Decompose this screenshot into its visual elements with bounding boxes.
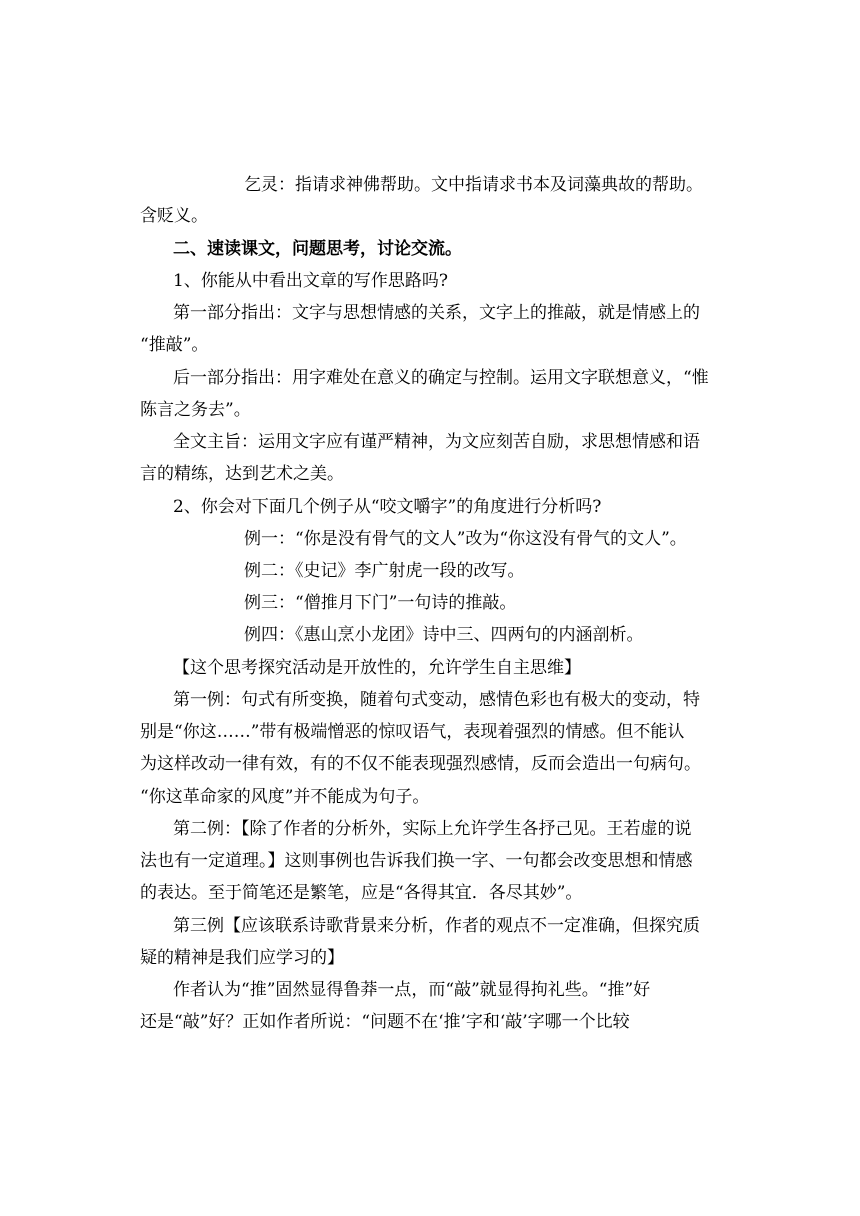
example-line: 例二：《史记》李广射虎一段的改写。 [244,561,525,581]
paragraph-line: 陈言之务去”。 [140,400,251,420]
paragraph-line: 还是“敲”好？正如作者所说：“问题不在‘推’字和‘敲’字哪一个比较 [140,1012,630,1032]
paragraph-line: 含贬义。 [140,206,208,226]
paragraph-line: 全文主旨：运用文字应有谨严精神，为文应刻苦自励，求思想情感和语 [173,432,700,452]
section-heading: 二、速读课文，问题思考，讨论交流。 [173,239,462,259]
paragraph-line: 别是“你这……”带有极端憎恶的惊叹语气，表现着强烈的情感。但不能认 [140,722,685,742]
paragraph-line: 乞灵：指请求神佛帮助。文中指请求书本及词藻典故的帮助。 [244,175,703,195]
paragraph-line: 第一例：句式有所变换，随着句式变动，感情色彩也有极大的变动，特 [173,690,700,710]
example-line: 例三：“僧推月下门”一句诗的推敲。 [244,593,517,613]
example-line: 例一：“你是没有骨气的文人”改为“你这没有骨气的文人”。 [244,529,687,549]
paragraph-line: 言的精练，达到艺术之美。 [140,464,344,484]
bracket-note: 【这个思考探究活动是开放性的，允许学生自主思维】 [173,658,581,678]
paragraph-line: 法也有一定道理。】这则事例也告诉我们换一字、一句都会改变思想和情感 [140,851,693,871]
paragraph-line: 第二例：【除了作者的分析外，实际上允许学生各抒己见。王若虚的说 [173,819,692,839]
paragraph-line: 为这样改动一律有效，有的不仅不能表现强烈感情，反而会造出一句病句。 [140,754,701,774]
example-line: 例四：《惠山烹小龙团》诗中三、四两句的内涵剖析。 [244,625,644,645]
paragraph-line: 作者认为“推”固然显得鲁莽一点，而“敲”就显得拘礼些。“推”好 [173,980,651,1000]
paragraph-line: “推敲”。 [140,335,209,355]
paragraph-line: “你这革命家的风度”并不能成为句子。 [140,787,430,807]
paragraph-line: 后一部分指出：用字难处在意义的确定与控制。运用文字联想意义，“惟 [173,368,709,388]
question-line: 1、你能从中看出文章的写作思路吗? [173,271,448,291]
paragraph-line: 第一部分指出：文字与思想情感的关系，文字上的推敲，就是情感上的 [173,303,700,323]
paragraph-line: 的表达。至于简笔还是繁笔，应是“各得其宜．各尽其妙”。 [140,883,583,903]
paragraph-line: 疑的精神是我们应学习的】 [140,948,344,968]
question-line: 2、你会对下面几个例子从“咬文嚼字”的角度进行分析吗? [173,497,602,517]
paragraph-line: 第三例【应该联系诗歌背景来分析，作者的观点不一定准确，但探究质 [173,916,700,936]
